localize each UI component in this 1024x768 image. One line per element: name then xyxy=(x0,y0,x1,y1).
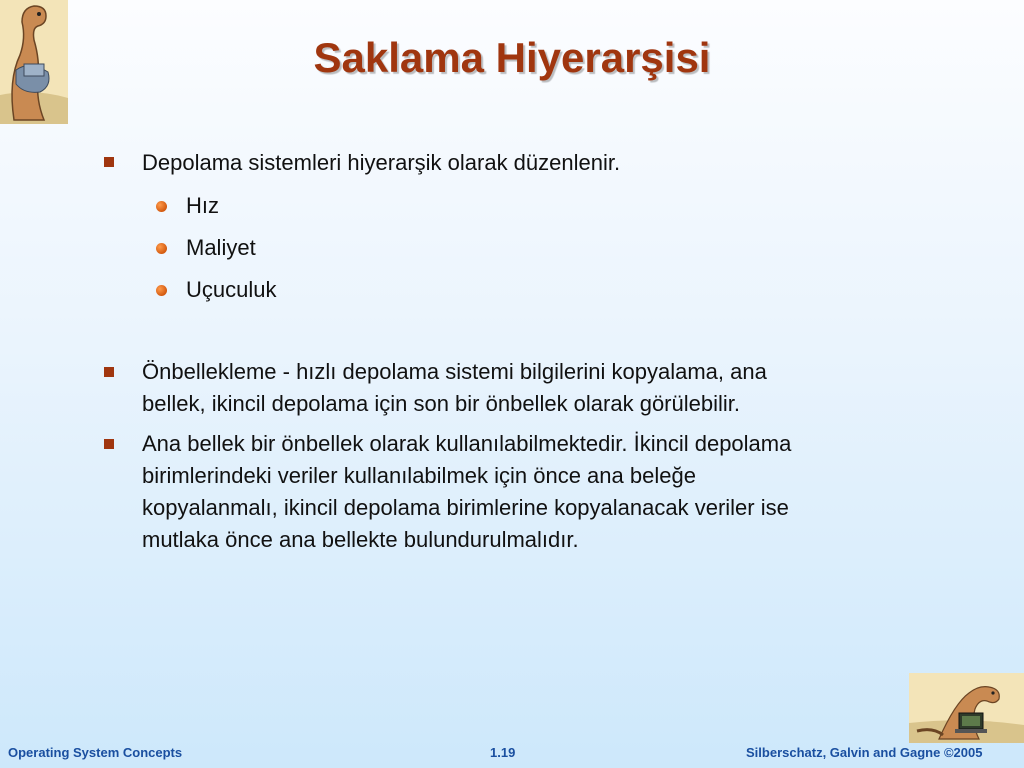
square-bullet-icon xyxy=(104,367,114,377)
slide-title: Saklama Hiyerarşisi xyxy=(313,34,711,81)
sub-bullet-text: Maliyet xyxy=(186,235,256,260)
bullet-text-line: Ana bellek bir önbellek olarak kullanılabilmektedir. İkincil depolama xyxy=(142,431,792,456)
bullet-text-line: kopyalanmalı, ikincil depolama birimlerine kopyalanacak veriler ise xyxy=(142,495,789,520)
bullet-text-line: mutlaka önce ana bellekte bulundurulmalıdır. xyxy=(142,527,579,552)
dinosaur-laptop-icon xyxy=(909,673,1024,743)
bullet-text-line: birimlerindeki veriler kullanılabilmek için önce ana beleğe xyxy=(142,463,696,488)
sub-bullet-text: Hız xyxy=(186,193,219,218)
footer-page-number: 1.19 xyxy=(490,745,516,760)
round-bullet-icon xyxy=(156,285,167,296)
round-bullet-icon xyxy=(156,201,167,212)
sub-bullet-text: Uçuculuk xyxy=(186,277,277,302)
footer-copyright: Silberschatz, Galvin and Gagne ©2005 xyxy=(746,745,983,760)
footer-course-name: Operating System Concepts xyxy=(8,745,183,760)
bullet-text: Depolama sistemleri hiyerarşik olarak düzenlenir. xyxy=(142,150,621,175)
round-bullet-icon xyxy=(156,243,167,254)
bullet-text-line: Önbellekleme - hızlı depolama sistemi bilgilerini kopyalama, ana xyxy=(142,359,767,384)
bullet-text-line: bellek, ikincil depolama için son bir önbellek olarak görülebilir. xyxy=(142,391,740,416)
square-bullet-icon xyxy=(104,157,114,167)
square-bullet-icon xyxy=(104,439,114,449)
